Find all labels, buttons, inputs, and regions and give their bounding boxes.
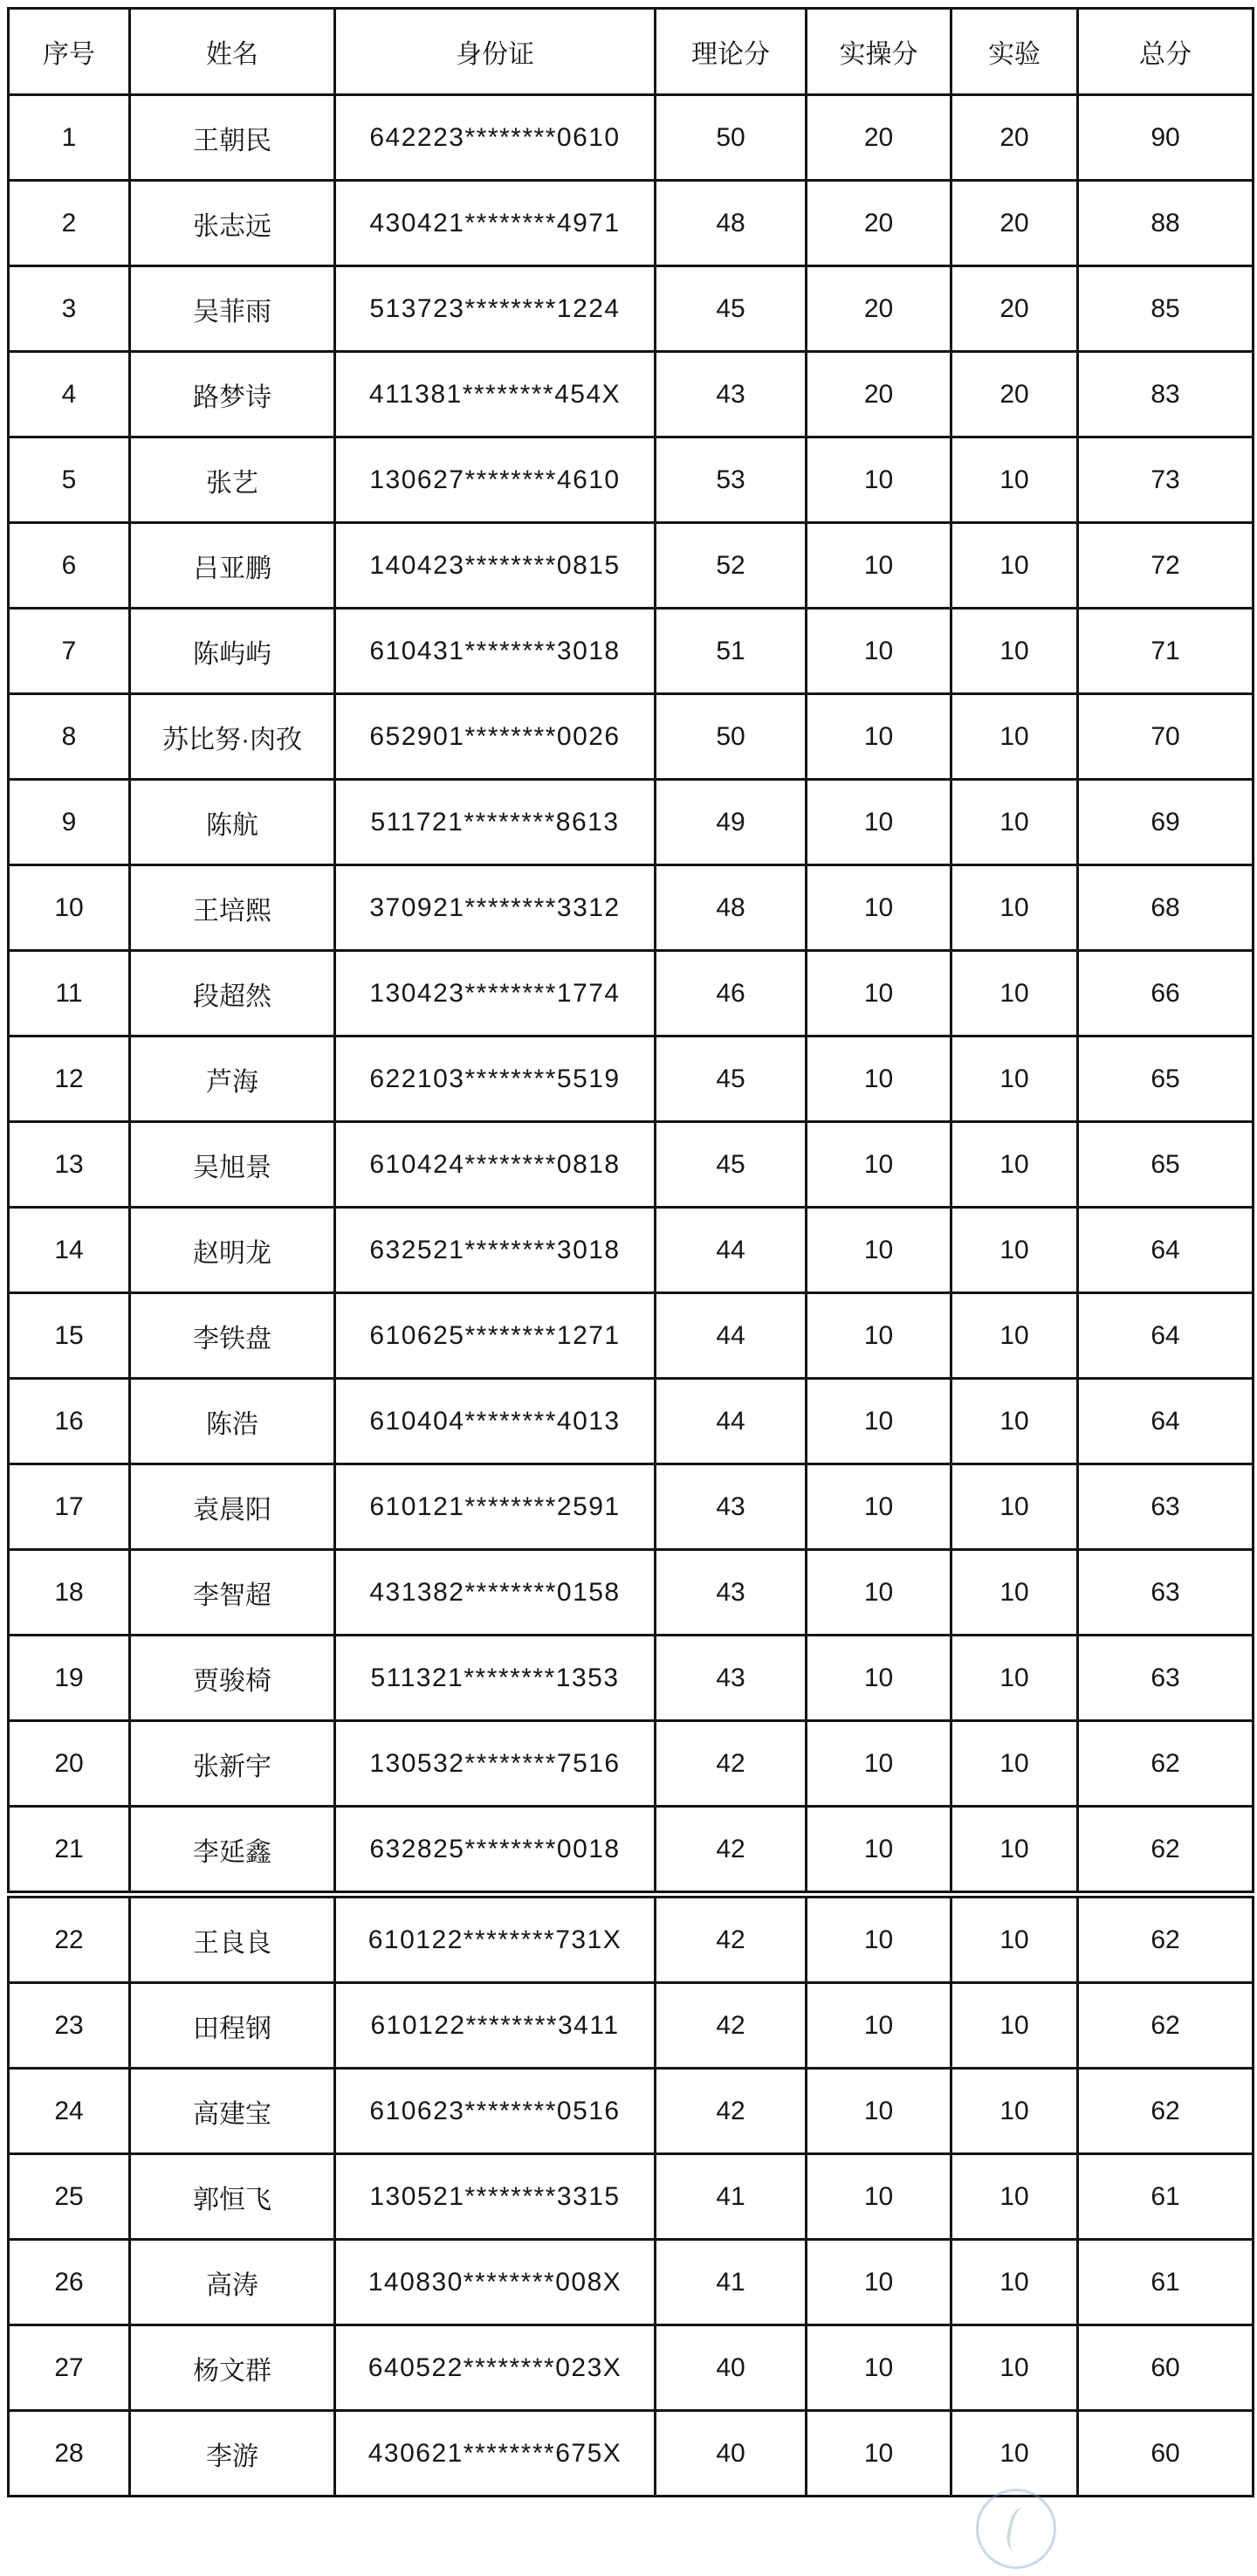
table-row xyxy=(9,951,1254,1037)
cell-serial-number: 21 xyxy=(9,1807,130,1895)
cell-name: 芦海 xyxy=(130,1037,335,1122)
cell-id-number: 610625********1271 xyxy=(335,1293,656,1379)
cell-theory-score: 45 xyxy=(656,1037,807,1122)
cell-total-score: 64 xyxy=(1078,1379,1254,1464)
cell-total-score: 69 xyxy=(1078,780,1254,865)
cell-experiment-score: 20 xyxy=(951,352,1078,437)
table-row xyxy=(9,1895,1254,1983)
table-row xyxy=(9,95,1254,181)
cell-serial-number: 22 xyxy=(9,1895,130,1983)
cell-serial-number: 23 xyxy=(9,1983,130,2069)
cell-name: 李延鑫 xyxy=(130,1807,335,1895)
cell-theory-score: 43 xyxy=(656,1550,807,1636)
cell-name: 张志远 xyxy=(130,181,335,266)
cell-serial-number: 9 xyxy=(9,780,130,865)
watermark-stamp-icon xyxy=(976,2489,1056,2569)
cell-name: 陈航 xyxy=(130,780,335,865)
cell-name: 李游 xyxy=(130,2411,335,2497)
cell-name: 张艺 xyxy=(130,437,335,523)
cell-name: 王朝民 xyxy=(130,95,335,181)
cell-practical-score: 20 xyxy=(807,95,951,181)
table-body xyxy=(9,95,1254,2497)
cell-total-score: 61 xyxy=(1078,2154,1254,2240)
cell-total-score: 85 xyxy=(1078,266,1254,352)
cell-theory-score: 43 xyxy=(656,1464,807,1550)
cell-total-score: 83 xyxy=(1078,352,1254,437)
cell-experiment-score: 10 xyxy=(951,951,1078,1037)
table-row xyxy=(9,1807,1254,1895)
cell-serial-number: 18 xyxy=(9,1550,130,1636)
cell-id-number: 430621********675X xyxy=(335,2411,656,2497)
cell-theory-score: 50 xyxy=(656,694,807,780)
table-row xyxy=(9,1037,1254,1122)
cell-experiment-score: 10 xyxy=(951,1983,1078,2069)
header-practical-score: 实操分 xyxy=(807,9,951,95)
table-row xyxy=(9,2154,1254,2240)
cell-name: 袁晨阳 xyxy=(130,1464,335,1550)
cell-id-number: 640522********023X xyxy=(335,2325,656,2411)
cell-practical-score: 10 xyxy=(807,865,951,951)
cell-id-number: 513723********1224 xyxy=(335,266,656,352)
cell-name: 王良良 xyxy=(130,1895,335,1983)
cell-name: 高涛 xyxy=(130,2240,335,2325)
cell-id-number: 610431********3018 xyxy=(335,609,656,694)
cell-experiment-score: 10 xyxy=(951,1550,1078,1636)
cell-total-score: 60 xyxy=(1078,2325,1254,2411)
table-row xyxy=(9,1122,1254,1208)
cell-theory-score: 53 xyxy=(656,437,807,523)
cell-theory-score: 49 xyxy=(656,780,807,865)
cell-id-number: 622103********5519 xyxy=(335,1037,656,1122)
table-row xyxy=(9,437,1254,523)
cell-theory-score: 51 xyxy=(656,609,807,694)
cell-id-number: 632521********3018 xyxy=(335,1208,656,1293)
cell-experiment-score: 10 xyxy=(951,1037,1078,1122)
table-row xyxy=(9,266,1254,352)
cell-total-score: 63 xyxy=(1078,1550,1254,1636)
cell-name: 杨文群 xyxy=(130,2325,335,2411)
cell-id-number: 130627********4610 xyxy=(335,437,656,523)
cell-experiment-score: 20 xyxy=(951,95,1078,181)
cell-serial-number: 5 xyxy=(9,437,130,523)
cell-total-score: 63 xyxy=(1078,1464,1254,1550)
cell-practical-score: 10 xyxy=(807,1122,951,1208)
cell-practical-score: 20 xyxy=(807,352,951,437)
cell-theory-score: 44 xyxy=(656,1208,807,1293)
cell-practical-score: 10 xyxy=(807,1983,951,2069)
cell-name: 段超然 xyxy=(130,951,335,1037)
cell-total-score: 72 xyxy=(1078,523,1254,609)
cell-theory-score: 45 xyxy=(656,266,807,352)
cell-total-score: 60 xyxy=(1078,2411,1254,2497)
cell-practical-score: 10 xyxy=(807,1037,951,1122)
table-row xyxy=(9,352,1254,437)
cell-name: 贾骏椅 xyxy=(130,1636,335,1721)
cell-serial-number: 24 xyxy=(9,2069,130,2154)
cell-serial-number: 4 xyxy=(9,352,130,437)
cell-serial-number: 28 xyxy=(9,2411,130,2497)
cell-practical-score: 10 xyxy=(807,437,951,523)
cell-serial-number: 8 xyxy=(9,694,130,780)
cell-theory-score: 50 xyxy=(656,95,807,181)
cell-experiment-score: 10 xyxy=(951,523,1078,609)
cell-theory-score: 42 xyxy=(656,1721,807,1807)
cell-name: 田程钢 xyxy=(130,1983,335,2069)
cell-practical-score: 10 xyxy=(807,951,951,1037)
cell-total-score: 66 xyxy=(1078,951,1254,1037)
cell-practical-score: 10 xyxy=(807,1636,951,1721)
cell-total-score: 62 xyxy=(1078,1983,1254,2069)
cell-total-score: 62 xyxy=(1078,1807,1254,1895)
cell-experiment-score: 10 xyxy=(951,2411,1078,2497)
cell-total-score: 71 xyxy=(1078,609,1254,694)
score-table xyxy=(7,7,1254,2497)
cell-serial-number: 26 xyxy=(9,2240,130,2325)
table-header-row xyxy=(9,9,1254,95)
cell-experiment-score: 10 xyxy=(951,1293,1078,1379)
cell-id-number: 130521********3315 xyxy=(335,2154,656,2240)
cell-practical-score: 10 xyxy=(807,2154,951,2240)
cell-serial-number: 17 xyxy=(9,1464,130,1550)
cell-practical-score: 20 xyxy=(807,266,951,352)
cell-name: 张新宇 xyxy=(130,1721,335,1807)
cell-experiment-score: 10 xyxy=(951,694,1078,780)
header-id-number: 身份证 xyxy=(335,9,656,95)
cell-theory-score: 44 xyxy=(656,1293,807,1379)
cell-name: 郭恒飞 xyxy=(130,2154,335,2240)
cell-name: 王培熙 xyxy=(130,865,335,951)
cell-id-number: 511321********1353 xyxy=(335,1636,656,1721)
cell-total-score: 62 xyxy=(1078,1895,1254,1983)
cell-id-number: 652901********0026 xyxy=(335,694,656,780)
cell-experiment-score: 10 xyxy=(951,1122,1078,1208)
cell-theory-score: 52 xyxy=(656,523,807,609)
cell-theory-score: 42 xyxy=(656,1895,807,1983)
cell-serial-number: 15 xyxy=(9,1293,130,1379)
cell-id-number: 610122********731X xyxy=(335,1895,656,1983)
table-row xyxy=(9,1550,1254,1636)
cell-id-number: 610121********2591 xyxy=(335,1464,656,1550)
cell-experiment-score: 10 xyxy=(951,1208,1078,1293)
table-row xyxy=(9,2240,1254,2325)
cell-id-number: 370921********3312 xyxy=(335,865,656,951)
header-name: 姓名 xyxy=(130,9,335,95)
cell-practical-score: 20 xyxy=(807,181,951,266)
cell-theory-score: 45 xyxy=(656,1122,807,1208)
cell-theory-score: 42 xyxy=(656,2069,807,2154)
cell-practical-score: 10 xyxy=(807,1721,951,1807)
cell-name: 吴旭景 xyxy=(130,1122,335,1208)
cell-name: 陈屿屿 xyxy=(130,609,335,694)
header-experiment: 实验 xyxy=(951,9,1078,95)
cell-experiment-score: 10 xyxy=(951,2240,1078,2325)
header-total-score: 总分 xyxy=(1078,9,1254,95)
cell-serial-number: 10 xyxy=(9,865,130,951)
cell-total-score: 73 xyxy=(1078,437,1254,523)
cell-total-score: 90 xyxy=(1078,95,1254,181)
table-row xyxy=(9,1721,1254,1807)
cell-serial-number: 19 xyxy=(9,1636,130,1721)
cell-theory-score: 42 xyxy=(656,1983,807,2069)
cell-total-score: 70 xyxy=(1078,694,1254,780)
cell-experiment-score: 10 xyxy=(951,780,1078,865)
cell-name: 李智超 xyxy=(130,1550,335,1636)
table-row xyxy=(9,2325,1254,2411)
table-row xyxy=(9,1983,1254,2069)
cell-name: 吴菲雨 xyxy=(130,266,335,352)
cell-theory-score: 42 xyxy=(656,1807,807,1895)
table-row xyxy=(9,2069,1254,2154)
cell-practical-score: 10 xyxy=(807,2069,951,2154)
cell-serial-number: 20 xyxy=(9,1721,130,1807)
cell-name: 李铁盘 xyxy=(130,1293,335,1379)
table-row xyxy=(9,694,1254,780)
cell-theory-score: 46 xyxy=(656,951,807,1037)
cell-experiment-score: 20 xyxy=(951,266,1078,352)
cell-serial-number: 13 xyxy=(9,1122,130,1208)
table-row xyxy=(9,181,1254,266)
cell-name: 陈浩 xyxy=(130,1379,335,1464)
cell-theory-score: 41 xyxy=(656,2154,807,2240)
cell-experiment-score: 10 xyxy=(951,2154,1078,2240)
cell-practical-score: 10 xyxy=(807,1550,951,1636)
cell-id-number: 130423********1774 xyxy=(335,951,656,1037)
cell-experiment-score: 10 xyxy=(951,2325,1078,2411)
cell-practical-score: 10 xyxy=(807,694,951,780)
cell-total-score: 62 xyxy=(1078,2069,1254,2154)
cell-id-number: 431382********0158 xyxy=(335,1550,656,1636)
cell-serial-number: 11 xyxy=(9,951,130,1037)
cell-theory-score: 43 xyxy=(656,352,807,437)
cell-total-score: 64 xyxy=(1078,1208,1254,1293)
cell-experiment-score: 10 xyxy=(951,1379,1078,1464)
cell-experiment-score: 10 xyxy=(951,1807,1078,1895)
cell-practical-score: 10 xyxy=(807,1895,951,1983)
header-serial-number: 序号 xyxy=(9,9,130,95)
cell-experiment-score: 10 xyxy=(951,437,1078,523)
cell-serial-number: 3 xyxy=(9,266,130,352)
cell-practical-score: 10 xyxy=(807,1807,951,1895)
cell-experiment-score: 10 xyxy=(951,1895,1078,1983)
table-row xyxy=(9,2411,1254,2497)
table-row xyxy=(9,1208,1254,1293)
cell-practical-score: 10 xyxy=(807,1379,951,1464)
table-row xyxy=(9,780,1254,865)
cell-id-number: 642223********0610 xyxy=(335,95,656,181)
table-row xyxy=(9,523,1254,609)
cell-id-number: 430421********4971 xyxy=(335,181,656,266)
cell-name: 路梦诗 xyxy=(130,352,335,437)
cell-experiment-score: 10 xyxy=(951,1636,1078,1721)
cell-id-number: 610424********0818 xyxy=(335,1122,656,1208)
cell-theory-score: 48 xyxy=(656,865,807,951)
cell-serial-number: 2 xyxy=(9,181,130,266)
cell-serial-number: 7 xyxy=(9,609,130,694)
cell-practical-score: 10 xyxy=(807,609,951,694)
cell-experiment-score: 10 xyxy=(951,865,1078,951)
cell-name: 赵明龙 xyxy=(130,1208,335,1293)
cell-practical-score: 10 xyxy=(807,2240,951,2325)
cell-id-number: 632825********0018 xyxy=(335,1807,656,1895)
cell-theory-score: 48 xyxy=(656,181,807,266)
cell-practical-score: 10 xyxy=(807,523,951,609)
cell-experiment-score: 10 xyxy=(951,1464,1078,1550)
header-theory-score: 理论分 xyxy=(656,9,807,95)
cell-serial-number: 25 xyxy=(9,2154,130,2240)
cell-theory-score: 43 xyxy=(656,1636,807,1721)
cell-id-number: 140830********008X xyxy=(335,2240,656,2325)
cell-serial-number: 16 xyxy=(9,1379,130,1464)
cell-practical-score: 10 xyxy=(807,1464,951,1550)
cell-serial-number: 6 xyxy=(9,523,130,609)
cell-experiment-score: 10 xyxy=(951,609,1078,694)
cell-practical-score: 10 xyxy=(807,1208,951,1293)
cell-experiment-score: 10 xyxy=(951,2069,1078,2154)
cell-id-number: 610623********0516 xyxy=(335,2069,656,2154)
cell-theory-score: 40 xyxy=(656,2411,807,2497)
cell-serial-number: 14 xyxy=(9,1208,130,1293)
table-row xyxy=(9,609,1254,694)
cell-id-number: 511721********8613 xyxy=(335,780,656,865)
cell-total-score: 64 xyxy=(1078,1293,1254,1379)
cell-name: 苏比努·肉孜 xyxy=(130,694,335,780)
cell-id-number: 130532********7516 xyxy=(335,1721,656,1807)
cell-id-number: 140423********0815 xyxy=(335,523,656,609)
cell-serial-number: 1 xyxy=(9,95,130,181)
table-row xyxy=(9,1464,1254,1550)
table-row xyxy=(9,1636,1254,1721)
table-row xyxy=(9,1379,1254,1464)
table-row xyxy=(9,865,1254,951)
cell-id-number: 610404********4013 xyxy=(335,1379,656,1464)
cell-experiment-score: 20 xyxy=(951,181,1078,266)
cell-theory-score: 44 xyxy=(656,1379,807,1464)
cell-total-score: 65 xyxy=(1078,1122,1254,1208)
cell-total-score: 61 xyxy=(1078,2240,1254,2325)
cell-theory-score: 41 xyxy=(656,2240,807,2325)
cell-total-score: 88 xyxy=(1078,181,1254,266)
cell-theory-score: 40 xyxy=(656,2325,807,2411)
table-row xyxy=(9,1293,1254,1379)
cell-practical-score: 10 xyxy=(807,1293,951,1379)
cell-experiment-score: 10 xyxy=(951,1721,1078,1807)
cell-name: 吕亚鹏 xyxy=(130,523,335,609)
cell-serial-number: 12 xyxy=(9,1037,130,1122)
cell-id-number: 610122********3411 xyxy=(335,1983,656,2069)
cell-total-score: 62 xyxy=(1078,1721,1254,1807)
cell-practical-score: 10 xyxy=(807,2411,951,2497)
cell-practical-score: 10 xyxy=(807,780,951,865)
cell-name: 高建宝 xyxy=(130,2069,335,2154)
cell-id-number: 411381********454X xyxy=(335,352,656,437)
cell-total-score: 65 xyxy=(1078,1037,1254,1122)
cell-total-score: 63 xyxy=(1078,1636,1254,1721)
cell-serial-number: 27 xyxy=(9,2325,130,2411)
cell-total-score: 68 xyxy=(1078,865,1254,951)
cell-practical-score: 10 xyxy=(807,2325,951,2411)
